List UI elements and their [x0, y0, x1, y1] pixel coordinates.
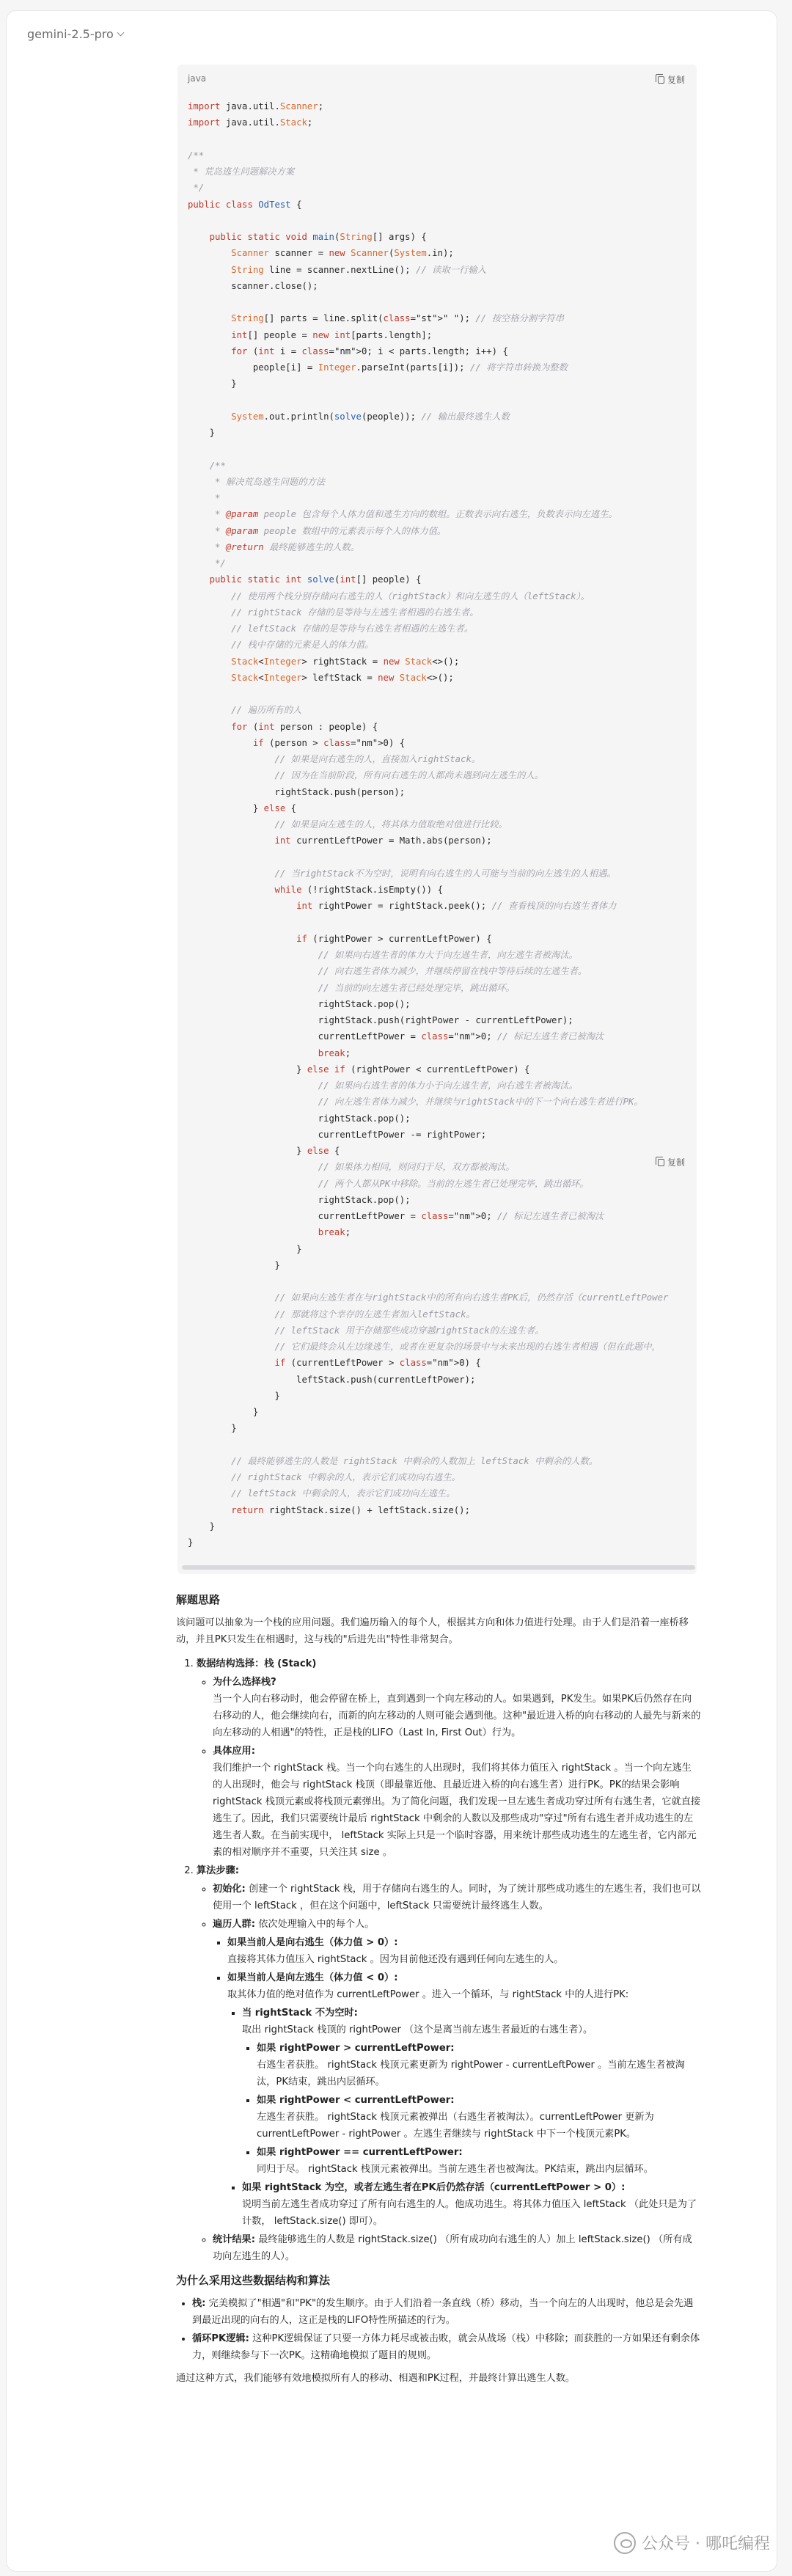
chevron-down-icon	[117, 29, 124, 37]
list-item: ▪ 如果 rightPower > currentLeftPower: 右逃生者获胜。 rightStack 栈顶元素更新为 rightPower - currentLeftPower 。当前左逃生者被淘汰，PK结束，跳出内层循环。	[257, 2040, 701, 2090]
code-language-label: java	[188, 73, 207, 84]
list-item: ◦ 为什么选择栈? 当一个人向右移动时，他会停留在桥上，直到遇到一个向左移动的人。如果遇到，PK发生。如果PK后仍然存在向右移动的人，他会继续向右，而新的向左移动的人则可能会遇到他。这种"最近进入桥的向右移动的人最先与新来的向左移动的人相遇"的特性，正是栈的LIFO（Last In, First Out）行为。	[213, 1674, 701, 1741]
watermark-text: 公众号 · 哪吒编程	[642, 2535, 770, 2553]
list-item: ▪ 如果 rightStack 为空，或者左逃生者在PK后仍然存活（currentLeftPower > 0）: 说明当前左逃生者成功穿过了所有向右逃生的人。他成功逃生。将其体力值压入 leftStack （此处只是为了计数， leftStack.size() 即可）。	[242, 2179, 701, 2230]
list-item: ▪ 如果当前人是向左逃生（体力值 < 0）: 取其体力值的绝对值作为 currentLeftPower 。进入一个循环，与 rightStack 中的人进行PK: ▪ 当 rightStack 不为空时: 取出 rightStack 栈顶的 rightPower （这个是离当前左逃生者最近的右逃生者）。 ▪ 如果 rightPower > currentLeftPower: 右逃生者获胜。 rightStack 栈顶元素更新为 rightPower - currentLeftPower 。当前左逃生者被淘汰，PK结束，跳出内层循环。 ▪ 如果 rightPower < currentLeftPower: 左逃生者获胜。 rightStack 栈顶元素被弹出（右逃生者被淘汰）。currentLeftPower 更新为 currentLeftPower - rightPower 。左逃生者继续与 rightStack 中下一个栈顶元素PK。 ▪ 如果 rightPower == currentLeftPower: 同归于尽。 rightStack 栈顶元素被弹出。当前左逃生者也被淘汰。PK结束，跳出内层循环。 ▪ 如果 rightStack 为空，或者左逃生者在PK后仍然存活（currentLeftPower > 0）: 说明当前左逃生者成功穿过了所有向右逃生的人。他成功逃生。将其体力值压入 leftStack （此处只是为了计数， leftStack.size() 即可）。	[227, 1969, 701, 2230]
list-item: ▪ 当 rightStack 不为空时: 取出 rightStack 栈顶的 rightPower （这个是离当前左逃生者最近的右逃生者）。 ▪ 如果 rightPower > currentLeftPower: 右逃生者获胜。 rightStack 栈顶元素更新为 rightPower - currentLeftPower 。当前左逃生者被淘汰，PK结束，跳出内层循环。 ▪ 如果 rightPower < currentLeftPower: 左逃生者获胜。 rightStack 栈顶元素被弹出（右逃生者被淘汰）。currentLeftPower 更新为 currentLeftPower - rightPower 。左逃生者继续与 rightStack 中下一个栈顶元素PK。 ▪ 如果 rightPower == currentLeftPower: 同归于尽。 rightStack 栈顶元素被弹出。当前左逃生者也被淘汰。PK结束，跳出内层循环。	[242, 2005, 701, 2178]
sub-heading: 算法步骤:	[197, 1865, 240, 1876]
explanation	[176, 1592, 701, 2394]
list-item: • 循环PK逻辑: 这种PK逻辑保证了只要一方体力耗尽或被击败，就会从战场（栈）中移除；而获胜的一方如果还有剩余体力，则继续参与下一次PK。这精确地模拟了题目的规则。	[192, 2330, 701, 2364]
list-item: ◦ 遍历人群: 依次处理输入中的每个人。 ▪ 如果当前人是向右逃生（体力值 > 0）: 直接将其体力值压入 rightStack 。因为目前他还没有遇到任何向左逃生的人。 ▪ 如果当前人是向左逃生（体力值 < 0）: 取其体力值的绝对值作为 currentLeftPower 。进入一个循环，与 rightStack 中的人进行PK: ▪ 当 rightStack 不为空时: 取出 rightStack 栈顶的 rightPower （这个是离当前左逃生者最近的右逃生者）。 ▪ 如果 rightPower > currentLeftPower: 右逃生者获胜。 rightStack 栈顶元素更新为 rightPower - currentLeftPower 。当前左逃生者被淘汰，PK结束，跳出内层循环。 ▪ 如果 rightPower < currentLeftPower: 左逃生者获胜。 rightStack 栈顶元素被弹出（右逃生者被淘汰）。currentLeftPower 更新为 currentLeftPower - rightPower 。左逃生者继续与 rightStack 中下一个栈顶元素PK。 ▪ 如果 rightPower == currentLeftPower: 同归于尽。 rightStack 栈顶元素被弹出。当前左逃生者也被淘汰。PK结束，跳出内层循环。 ▪ 如果 rightStack 为空，或者左逃生者在PK后仍然存活（currentLeftPower > 0）: 说明当前左逃生者成功穿过了所有向右逃生的人。他成功逃生。将其体力值压入 leftStack （此处只是为了计数， leftStack.size() 即可）。	[213, 1916, 701, 2230]
intro-paragraph: 该问题可以抽象为一个栈的应用问题。我们遍历输入的每个人，根据其方向和体力值进行处理。由于人们是沿着一座桥移动，并且PK只发生在相遇时，这与栈的"后进先出"特性非常契合。	[176, 1617, 689, 1645]
model-name: gemini-2.5-pro	[27, 27, 114, 41]
wechat-icon	[614, 2532, 636, 2554]
outro-paragraph: 通过这种方式，我们能够有效地模拟所有人的移动、相遇和PK过程，并最终计算出逃生人数。	[176, 2373, 576, 2384]
list-item	[197, 1862, 701, 2265]
copy-icon	[658, 76, 664, 84]
list-item: ▪ 如果当前人是向右逃生（体力值 > 0）: 直接将其体力值压入 rightStack 。因为目前他还没有遇到任何向左逃生的人。	[227, 1934, 701, 1968]
copy-label: 复制	[667, 1157, 685, 1168]
section-title: 为什么采用这些数据结构和算法	[176, 2274, 331, 2287]
steps-list	[197, 1655, 701, 2265]
code-block	[177, 65, 697, 1574]
horizontal-scrollbar[interactable]	[182, 1565, 695, 1570]
copy-label: 复制	[667, 75, 685, 85]
list-item: ◦ 初始化: 创建一个 rightStack 栈，用于存储向右逃生的人。同时，为了统计那些成功逃生的左逃生者，我们也可以使用一个 leftStack ，但在这个问题中，leftStack 只需要统计最终逃生人数。	[213, 1881, 701, 1914]
list-item: ◦ 具体应用: 我们维护一个 rightStack 栈。当一个向右逃生的人出现时，我们将其体力值压入 rightStack 。当一个向左逃生的人出现时，他会与 rightStack 栈顶（即最靠近他、且最近进入桥的向右逃生者）进行PK。PK的结果会影响 rightStack 栈顶元素或将栈顶元素弹出。为了简化问题，我们发现一旦左逃生者成功穿过所有右逃生者，它就直接逃生了。因此，我们只需要统计最后 rightStack 中剩余的人数以及那些成功"穿过"所有右逃生者并成功逃生的左逃生者人数。在当前实现中， leftStack 实际上只是一个临时容器，用来统计那些成功逃生的左逃生者，它内部元素的相对顺序并不重要，只关注其 size 。	[213, 1743, 701, 1861]
section-title: 解题思路	[176, 1593, 221, 1606]
list-item	[197, 1655, 701, 1861]
list-item: • 栈: 完美模拟了"相遇"和"PK"的发生顺序。由于人们沿着一条直线（桥）移动，当一个向左的人出现时，他总是会先遇到最近出现的向右的人，这正是栈的LIFO特性所描述的行为。	[192, 2295, 701, 2329]
list-item: ▪ 如果 rightPower < currentLeftPower: 左逃生者获胜。 rightStack 栈顶元素被弹出（右逃生者被淘汰）。currentLeftPower 更新为 currentLeftPower - rightPower 。左逃生者继续与 rightStack 中下一个栈顶元素PK。	[257, 2092, 701, 2143]
model-selector[interactable]	[27, 27, 123, 41]
list-item: ◦ 统计结果: 最终能够逃生的人数是 rightStack.size() （所有成功向右逃生的人）加上 leftStack.size() （所有成功向左逃生的人）。	[213, 2231, 701, 2265]
why-list	[192, 2295, 701, 2364]
list-item: ▪ 如果 rightPower == currentLeftPower: 同归于尽。 rightStack 栈顶元素被弹出。当前左逃生者也被淘汰。PK结束，跳出内层循环。	[257, 2144, 701, 2178]
sub-heading: 数据结构选择：栈 (Stack)	[197, 1658, 317, 1669]
code-content: import java.util.Scanner; import java.util.Stack; /** * 荒岛逃生问题解决方案 */ public class OdTest { public static void main(String[] args) { Scanner scanner = new Scanner(System.in); String line = scanner.nextLine(); // 读取一行输入 scanner.close(); String[] parts = line.split(class="st">" "); // 按空格分割字符串 int[] people = new int[parts.length]; for (int i = class="nm">0; i < parts.length; i++) { people[i] = Integer.parseInt(parts[i]); // 将字符串转换为整数 } System.out.println(solve(people)); // 输出最终逃生人数 } /** * 解决荒岛逃生问题的方法 * * @param people 包含每个人体力值和逃生方向的数组。正数表示向右逃生，负数表示向左逃生。 * @param people 数组中的元素表示每个人的体力值。 * @return 最终能够逃生的人数。 */ public static int solve(int[] people) { // 使用两个栈分别存储向右逃生的人（rightStack）和向左逃生的人（leftStack）。 // rightStack 存储的是等待与左逃生者相遇的右逃生者。 // leftStack 存储的是等待与右逃生者相遇的左逃生者。 // 栈中存储的元素是人的体力值。 Stack<Integer> rightStack = new Stack<>(); Stack<Integer> leftStack = new Stack<>(); // 遍历所有的人 for (int person : people) { if (person > class="nm">0) { // 如果是向右逃生的人，直接加入rightStack。 // 因为在当前阶段，所有向右逃生的人都尚未遇到向左逃生的人。 rightStack.push(person); } else { // 如果是向左逃生的人，将其体力值取绝对值进行比较。 int currentLeftPower = Math.abs(person); // 当rightStack不为空时，说明有向右逃生的人可能与当前的向左逃生的人相遇。 while (!rightStack.isEmpty()) { int rightPower = rightStack.peek(); // 查看栈顶的向右逃生者体力 if (rightPower > currentLeftPower) { // 如果向右逃生者的体力大于向左逃生者，向左逃生者被淘汰。 // 向右逃生者体力减少，并继续停留在栈中等待后续的左逃生者。 // 当前的向左逃生者已经处理完毕，跳出循环。 rightStack.pop(); rightStack.push(rightPower - currentLeftPower); currentLeftPower = class="nm">0; // 标记左逃生者已被淘汰 break; } else if (rightPower < currentLeftPower) { // 如果向右逃生者的体力小于向左逃生者，向右逃生者被淘汰。 // 向左逃生者体力减少，并继续与rightStack中的下一个向右逃生者进行PK。 rightStack.pop(); currentLeftPower -= rightPower; } else { // 如果体力相同，则同归于尽，双方都被淘汰。 // 两个人都从PK中移除。当前的左逃生者已处理完毕，跳出循环。 rightStack.pop(); currentLeftPower = class="nm">0; // 标记左逃生者已被淘汰 break; } } // 如果向左逃生者在与rightStack中的所有向右逃生者PK后，仍然存活（currentLeftPower // 那就将这个幸存的左逃生者加入leftStack。 // leftStack 用于存储那些成功穿越rightStack的左逃生者。 // 它们最终会从左边缘逃生，或者在更复杂的场景中与未来出现的右逃生者相遇（但在此题中， if (currentLeftPower > class="nm">0) { leftStack.push(currentLeftPower); } } } // 最终能够逃生的人数是 rightStack 中剩余的人数加上 leftStack 中剩余的人数。 // rightStack 中剩余的人，表示它们成功向右逃生。 // leftStack 中剩余的人，表示它们成功向左逃生。 return rightStack.size() + leftStack.size(); } }	[188, 101, 669, 1548]
copy-button[interactable]	[658, 73, 685, 86]
watermark	[614, 2531, 770, 2554]
